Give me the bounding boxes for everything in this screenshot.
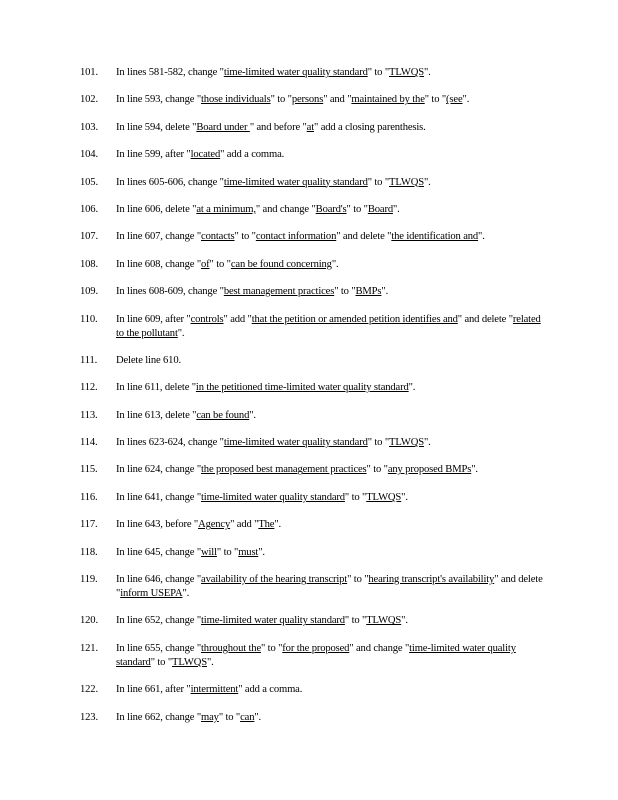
plain-text: " and change " (349, 642, 410, 654)
list-item (80, 313, 550, 341)
plain-text: In line 652, change " (116, 615, 202, 627)
list-item (80, 463, 550, 477)
plain-text: " add " (223, 313, 252, 325)
underlined-text: can (240, 711, 255, 723)
underlined-text: availability of the hearing transcript (201, 574, 348, 586)
plain-text: ". (206, 656, 214, 668)
plain-text: " add a closing parenthesis. (314, 121, 426, 133)
plain-text: " to " (150, 656, 172, 668)
item-number: 117. (80, 519, 98, 531)
plain-text: " and delete " (116, 574, 543, 600)
list-item (80, 203, 550, 217)
item-text (116, 354, 550, 368)
underlined-text: those individuals (201, 94, 271, 106)
plain-text: In lines 581-582, change " (116, 67, 224, 78)
plain-text: ". (331, 258, 339, 270)
underlined-text: the proposed best management practices (201, 464, 367, 476)
underlined-text: may (201, 711, 219, 723)
item-text (116, 491, 550, 505)
underlined-text: at a minimum, (196, 203, 256, 215)
item-text (116, 176, 550, 190)
plain-text: ". (258, 546, 265, 558)
plain-text: In line 646, change " (116, 574, 202, 586)
plain-text: ". (423, 67, 431, 78)
item-number: 108. (80, 258, 98, 270)
plain-text: ". (471, 464, 478, 476)
underlined-text: Board (367, 203, 393, 215)
item-text (116, 203, 550, 217)
plain-text: " to " (347, 574, 369, 586)
list-item (80, 93, 550, 107)
plain-text: " and " (323, 94, 352, 106)
item-text (116, 573, 550, 601)
list-item (80, 121, 550, 135)
plain-text: ". (478, 231, 485, 243)
item-text (116, 614, 550, 628)
plain-text: " to " (344, 615, 367, 627)
underlined-text: BMPs (355, 286, 382, 298)
item-text (116, 409, 550, 423)
item-text (116, 642, 550, 670)
item-number: 109. (80, 286, 98, 298)
underlined-text: maintained by the (351, 94, 425, 106)
underlined-text: the identification and (391, 231, 479, 243)
plain-text: " to " (367, 176, 390, 188)
plain-text: In line 608, change " (116, 258, 202, 270)
plain-text: In line 624, change " (116, 464, 202, 476)
underlined-text: controls (190, 313, 224, 325)
plain-text: ". (462, 94, 470, 106)
underlined-text: intermittent (190, 684, 239, 696)
plain-text: In line 607, change " (116, 231, 202, 243)
plain-text: " to " (367, 67, 390, 78)
plain-text: " to " (209, 258, 231, 270)
plain-text: " to " (366, 464, 388, 476)
plain-text: " to " (216, 546, 239, 558)
item-number: 104. (80, 149, 98, 161)
item-number: 115. (80, 464, 98, 476)
plain-text: " to " (270, 94, 292, 106)
underlined-text: Board's (315, 203, 347, 215)
item-number: 107. (80, 231, 98, 243)
plain-text: ". (423, 176, 431, 188)
underlined-text: time-limited water quality standard (116, 642, 516, 668)
list-item (80, 148, 550, 162)
underlined-text: time-limited water quality standard (201, 491, 345, 503)
plain-text: Delete line 610. (116, 354, 181, 366)
list-item (80, 518, 550, 532)
item-text (116, 546, 550, 560)
item-number: 116. (80, 491, 98, 503)
list-item (80, 230, 550, 244)
plain-text: ". (408, 382, 416, 394)
plain-text: ". (401, 491, 408, 503)
plain-text: In line 645, change " (116, 546, 202, 558)
underlined-text: The (258, 519, 275, 531)
list-item (80, 642, 550, 670)
list-item (80, 546, 550, 560)
list-item (80, 436, 550, 450)
plain-text: " and delete " (457, 313, 513, 325)
underlined-text: contact information (255, 231, 337, 243)
list-item (80, 409, 550, 423)
underlined-text: will (201, 546, 217, 558)
list-item (80, 573, 550, 601)
amendment-list (80, 66, 550, 738)
plain-text: " to " (424, 94, 447, 106)
plain-text: " add a comma. (238, 684, 303, 696)
item-text (116, 711, 550, 725)
plain-text: In line 655, change " (116, 642, 202, 654)
underlined-text: that the petition or amended petition identifies and (251, 313, 458, 325)
item-number: 118. (80, 546, 98, 558)
item-text (116, 518, 550, 532)
plain-text: ". (274, 519, 282, 531)
plain-text: " add a comma. (220, 149, 285, 161)
plain-text: In line 662, change " (116, 711, 202, 723)
item-text (116, 230, 550, 244)
item-text (116, 463, 550, 477)
plain-text: In line 611, delete " (116, 382, 196, 394)
plain-text: " and delete " (336, 231, 392, 243)
plain-text: " and before " (249, 121, 307, 133)
underlined-text: (see (446, 94, 463, 106)
underlined-text: throughout the (201, 642, 261, 654)
item-number: 112. (80, 382, 98, 394)
list-item (80, 354, 550, 368)
underlined-text: any proposed BMPs (387, 464, 472, 476)
underlined-text: time-limited water quality standard (201, 615, 345, 627)
item-text (116, 436, 550, 450)
list-item (80, 711, 550, 725)
underlined-text: of (201, 258, 210, 270)
plain-text: In line 613, delete " (116, 409, 197, 421)
list-item (80, 66, 550, 80)
item-number: 103. (80, 121, 98, 133)
plain-text: ". (423, 437, 431, 449)
plain-text: " to " (218, 711, 241, 723)
item-text (116, 93, 550, 107)
plain-text: ". (249, 409, 256, 421)
item-number: 121. (80, 642, 98, 654)
item-number: 122. (80, 684, 98, 696)
underlined-text: TLWQS (366, 491, 402, 503)
underlined-text: TLWQS (389, 67, 424, 78)
underlined-text: related to the pollutant (116, 313, 541, 339)
underlined-text: can be found (196, 409, 250, 421)
plain-text: In line 661, after " (116, 684, 191, 696)
list-item (80, 176, 550, 190)
list-item (80, 381, 550, 395)
item-number: 123. (80, 711, 98, 723)
plain-text: ". (401, 615, 408, 627)
underlined-text: hearing transcript's availability (368, 574, 495, 586)
item-text (116, 285, 550, 299)
plain-text: " to " (344, 491, 367, 503)
underlined-text: located (190, 149, 221, 161)
plain-text: In lines 608-609, change " (116, 286, 224, 298)
plain-text: " and change " (255, 203, 316, 215)
plain-text: ". (182, 588, 190, 600)
plain-text: In line 643, before " (116, 519, 199, 531)
plain-text: " to " (234, 231, 256, 243)
underlined-text: TLWQS (366, 615, 402, 627)
item-number: 119. (80, 574, 98, 586)
plain-text: " to " (367, 437, 390, 449)
item-text (116, 66, 550, 80)
underlined-text: TLWQS (389, 176, 424, 188)
list-item (80, 683, 550, 697)
underlined-text: persons (291, 94, 324, 106)
list-item (80, 285, 550, 299)
plain-text: ". (381, 286, 389, 298)
plain-text: ". (177, 327, 185, 339)
plain-text: In line 593, change " (116, 94, 202, 106)
item-text (116, 148, 550, 162)
item-number: 111. (80, 354, 98, 366)
underlined-text: Agency (198, 519, 231, 531)
plain-text: In line 641, change " (116, 491, 202, 503)
underlined-text: time-limited water quality standard (223, 67, 368, 78)
underlined-text: contacts (201, 231, 235, 243)
plain-text: ". (392, 203, 400, 215)
underlined-text: can be found concerning (230, 258, 332, 270)
item-text (116, 683, 550, 697)
underlined-text: for the proposed (282, 642, 350, 654)
underlined-text: TLWQS (172, 656, 207, 668)
underlined-text: best management practices (223, 286, 335, 298)
plain-text: In line 594, delete " (116, 121, 197, 133)
item-text (116, 258, 550, 272)
item-number: 120. (80, 615, 98, 627)
plain-text: In line 599, after " (116, 149, 191, 161)
underlined-text: inform USEPA (120, 588, 183, 600)
plain-text: " to " (261, 642, 283, 654)
underlined-text: at (306, 121, 315, 133)
plain-text: In lines 623-624, change " (116, 437, 224, 449)
item-number: 101. (80, 67, 98, 78)
list-item (80, 614, 550, 628)
plain-text: In lines 605-606, change " (116, 176, 224, 188)
plain-text: " to " (346, 203, 368, 215)
item-number: 105. (80, 176, 98, 188)
underlined-text: time-limited water quality standard (223, 176, 368, 188)
list-item (80, 258, 550, 272)
item-text (116, 381, 550, 395)
underlined-text: in the petitioned time-limited water quality standard (195, 382, 409, 394)
underlined-text: TLWQS (389, 437, 424, 449)
item-number: 110. (80, 313, 98, 325)
plain-text: In line 609, after " (116, 313, 191, 325)
plain-text: ". (254, 711, 262, 723)
underlined-text: must (238, 546, 259, 558)
underlined-text: Board under (196, 121, 250, 133)
item-number: 106. (80, 203, 98, 215)
plain-text: " to " (334, 286, 356, 298)
item-number: 114. (80, 437, 98, 449)
item-text (116, 313, 550, 341)
item-number: 113. (80, 409, 98, 421)
plain-text: " add " (230, 519, 259, 531)
item-number: 102. (80, 94, 98, 106)
list-item (80, 491, 550, 505)
plain-text: In line 606, delete " (116, 203, 197, 215)
underlined-text: time-limited water quality standard (223, 437, 368, 449)
item-text (116, 121, 550, 135)
